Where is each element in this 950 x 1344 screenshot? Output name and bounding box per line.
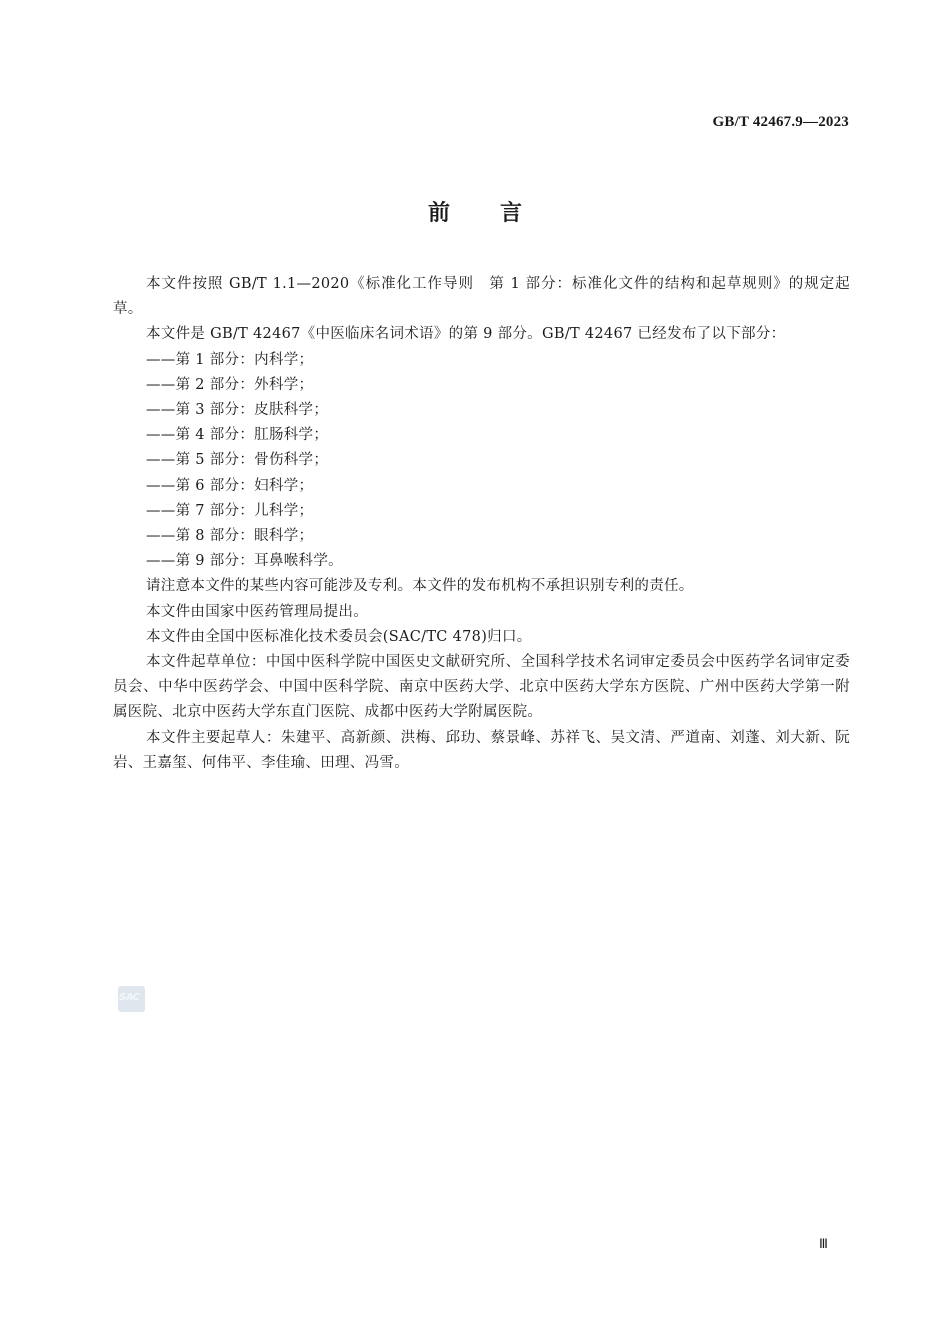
page-title: 前言 [427, 201, 572, 226]
standard-code: GB/T 42467.9—2023 [712, 114, 849, 130]
sac-watermark-text: SAC [119, 992, 140, 1003]
list-item: ——第 2 部分：外科学； [146, 376, 314, 393]
list-item: ——第 7 部分：儿科学； [146, 502, 314, 519]
list-item: ——第 9 部分：耳鼻喉科学。 [146, 553, 343, 570]
paragraph-proposer: 本文件由国家中医药管理局提出。 [146, 603, 368, 620]
list-item: ——第 3 部分：皮肤科学； [146, 402, 329, 419]
paragraph-patent-notice: 请注意本文件的某些内容可能涉及专利。本文件的发布机构不承担识别专利的责任。 [146, 578, 694, 595]
list-item: ——第 6 部分：妇科学； [146, 477, 314, 494]
list-item: ——第 8 部分：眼科学； [146, 528, 314, 545]
document-body [113, 272, 850, 776]
sac-watermark-logo [118, 986, 145, 1012]
list-item: ——第 1 部分：内科学； [146, 351, 314, 368]
paragraph-drafting-rules: 本文件按照 GB/T 1.1—2020《标准化工作导则 第 1 部分：标准化文件的结构和起草规则》的规定起草。 [113, 276, 850, 318]
page-number: Ⅲ [819, 1236, 828, 1251]
paragraph-drafting-units: 本文件起草单位：中国中医科学院中国医史文献研究所、全国科学技术名词审定委员会中医药学名词审定委员会、中华中医药学会、中国中医科学院、南京中医药大学、北京中医药大学东方医院、广州中医药大学第一附属医院、北京中医药大学东直门医院、成都中医药大学附属医院。 [113, 654, 850, 721]
paragraph-committee: 本文件由全国中医标准化技术委员会(SAC/TC 478)归口。 [146, 628, 532, 645]
paragraph-part-intro: 本文件是 GB/T 42467《中医临床名词术语》的第 9 部分。GB/T 42467 已经发布了以下部分： [146, 326, 786, 343]
list-item: ——第 5 部分：骨伤科学； [146, 452, 329, 469]
paragraph-drafters: 本文件主要起草人：朱建平、高新颜、洪梅、邱玏、蔡景峰、苏祥飞、吴文清、严道南、刘蓬、刘大新、阮岩、王嘉玺、何伟平、李佳瑜、田理、冯雪。 [113, 729, 850, 771]
list-item: ——第 4 部分：肛肠科学； [146, 427, 329, 444]
